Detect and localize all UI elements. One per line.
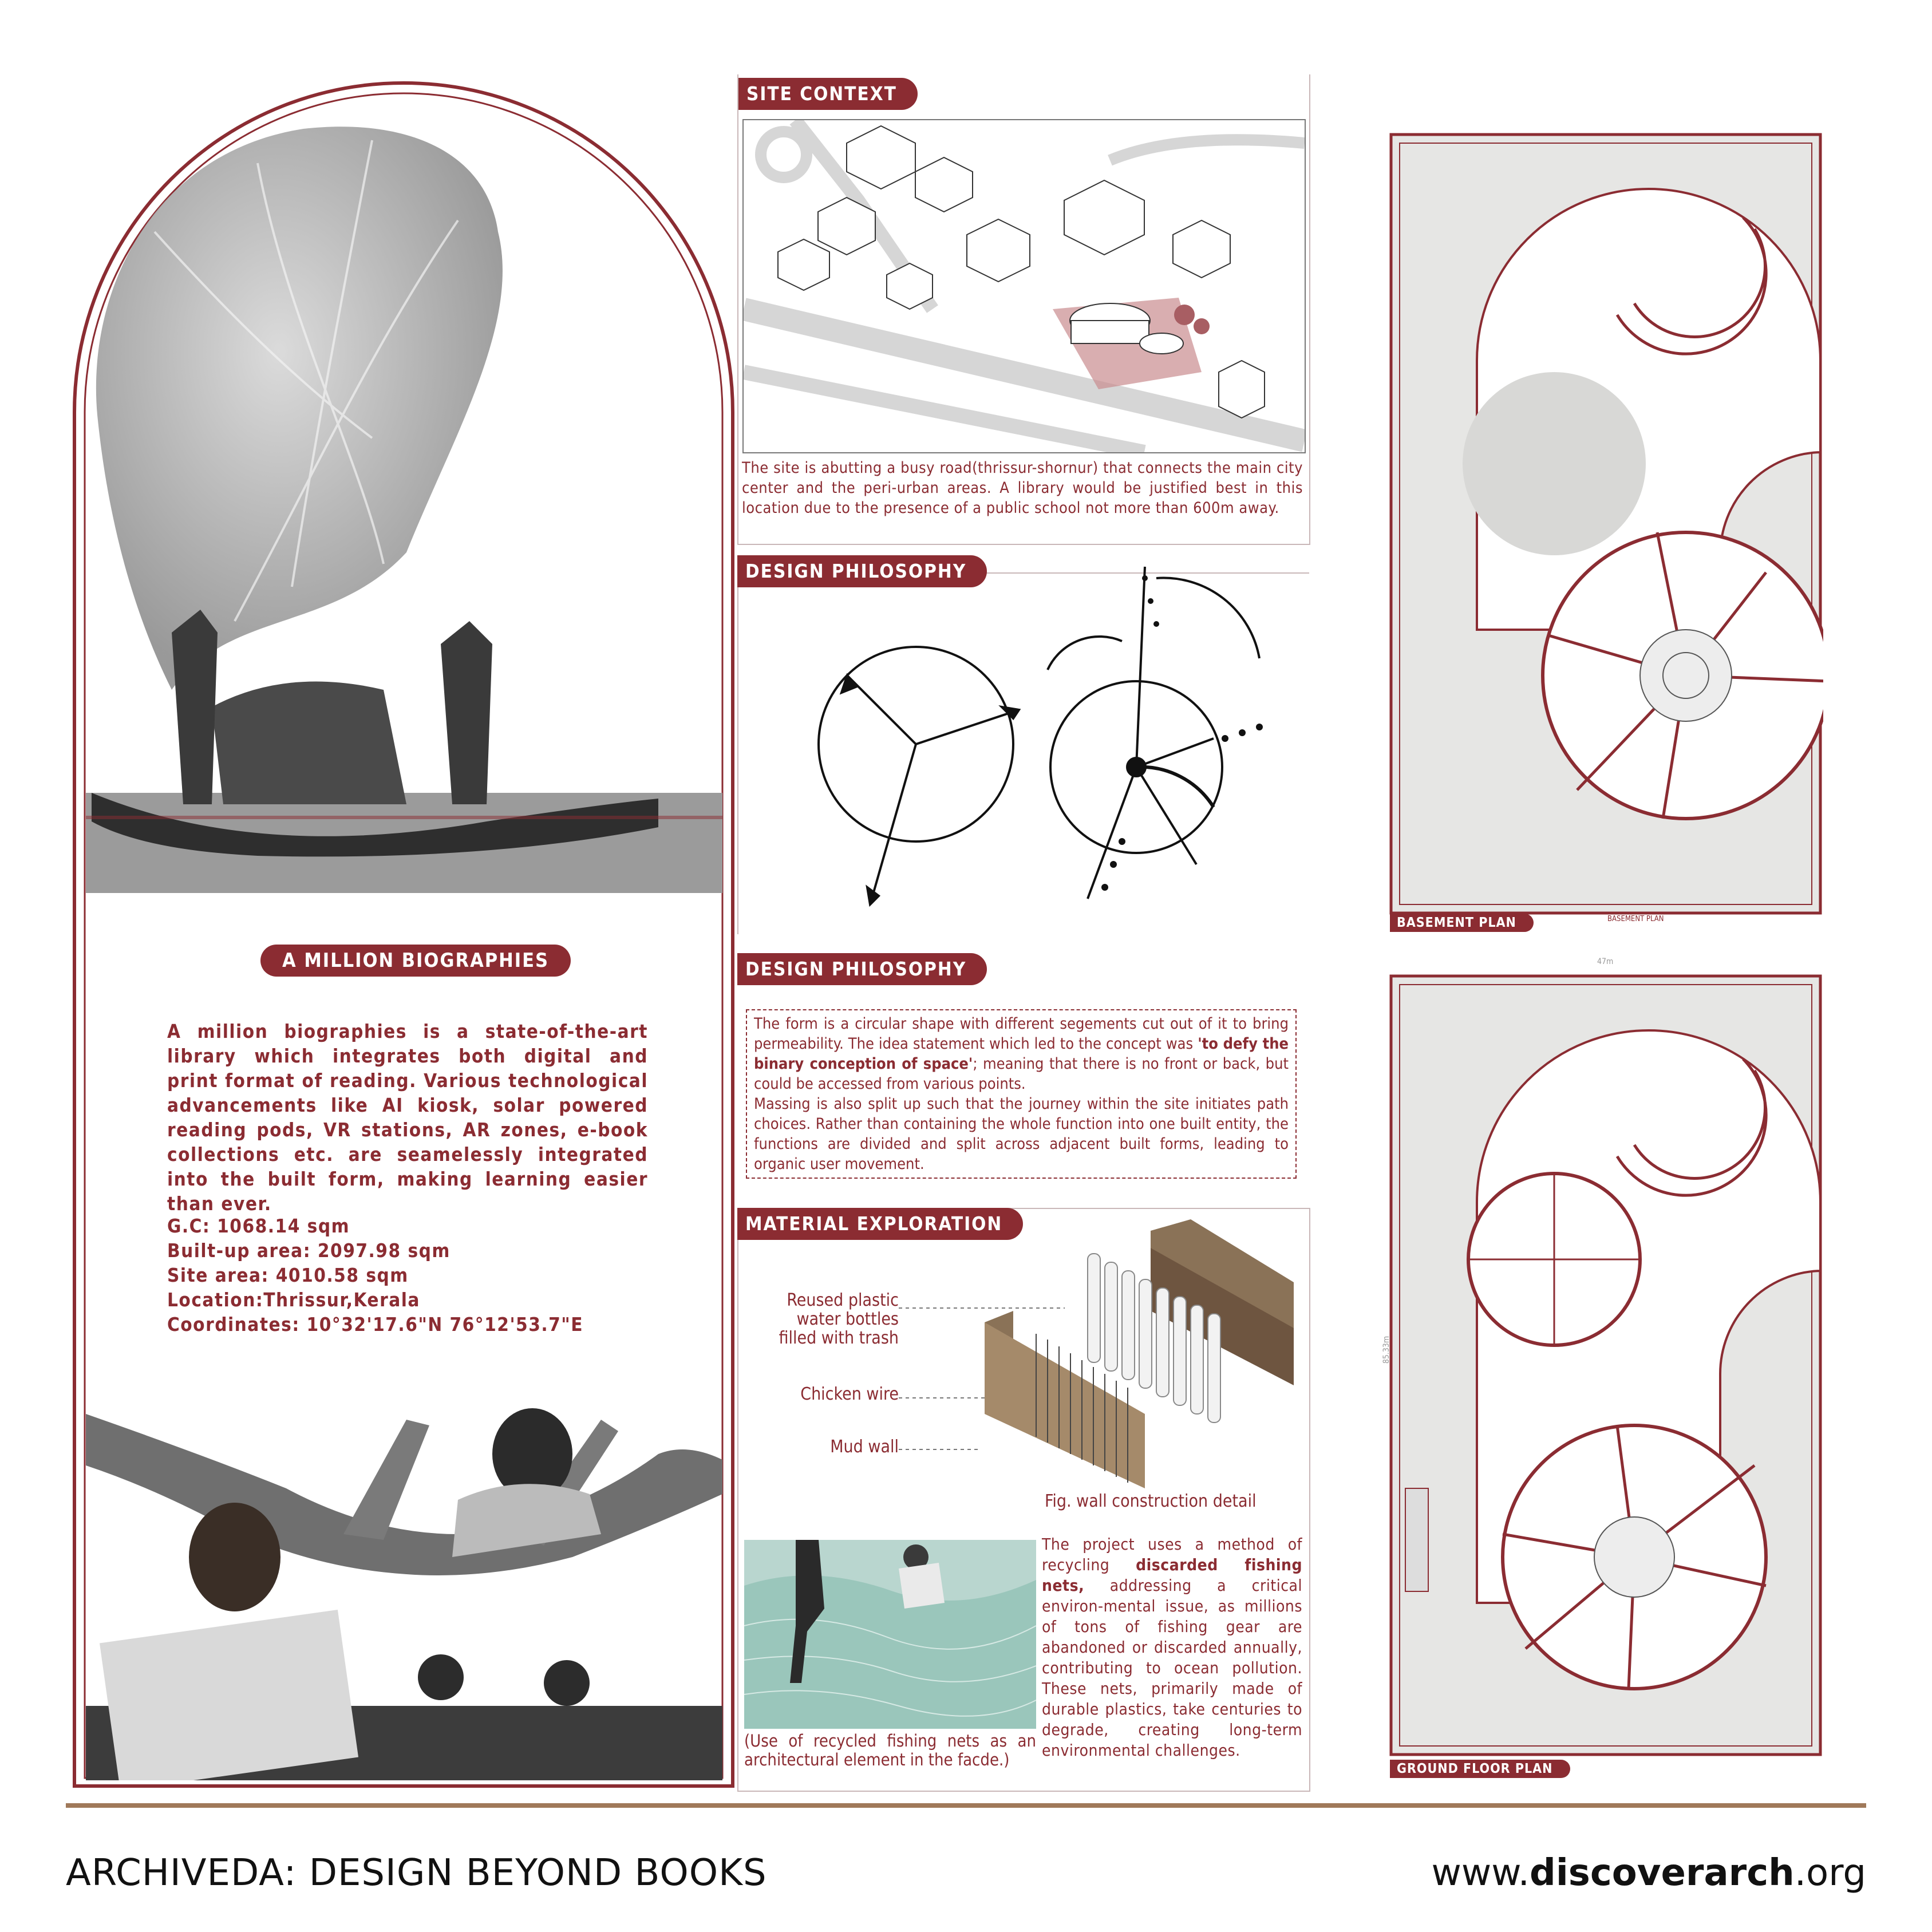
dimension-side: 85.33m <box>1382 1336 1392 1364</box>
project-description <box>167 1019 648 1216</box>
design-concept-sketch <box>801 544 1271 916</box>
philosophy-text-a: The form is a circular shape with different segements cut out of it to bring permeability. The idea statement which led to the concept was <box>754 1015 1289 1053</box>
basement-plan-label: BASEMENT PLAN <box>1390 914 1534 932</box>
fishing-nets-text <box>1042 1534 1302 1761</box>
fishing-nets-caption: (Use of recycled fishing nets as an architectural element in the facde.) <box>744 1731 1036 1769</box>
ground-floor-plan-label: GROUND FLOOR PLAN <box>1390 1760 1570 1778</box>
fishing-nets-photo <box>744 1540 1036 1729</box>
nets-text-b: addressing a critical environ-mental issue, as millions of tons of fishing gear are abandoned or discarded annually, contributing to ocean pollution. These nets, primarily made of durable plastics, take centuries to degrade, creating long-term environmental challenges. <box>1042 1576 1302 1760</box>
ground-floor-plan-drawing <box>1388 973 1823 1757</box>
design-philosophy-heading-1: DESIGN PHILOSOPHY <box>737 555 987 587</box>
label-plastic-bottles: Reused plastic water bottles filled with trash <box>779 1290 899 1348</box>
basement-plan-drawing <box>1388 132 1823 916</box>
footer-rule <box>66 1803 1866 1808</box>
project-stats <box>167 1214 682 1337</box>
site-context-axonometric <box>742 119 1306 453</box>
footer-url-bold: discoverarch <box>1530 1852 1795 1894</box>
basement-plan-sublabel: BASEMENT PLAN <box>1607 915 1664 923</box>
philosophy-text-bold: 'to defy the binary conception of space' <box>754 1035 1289 1073</box>
label-mud-wall: Mud wall <box>830 1437 899 1457</box>
site-context-heading: SITE CONTEXT <box>738 78 918 110</box>
fishermen-net-photo <box>86 117 722 893</box>
stat-coordinates: Coordinates: 10°32'17.6"N 76°12'53.7"E <box>167 1313 584 1336</box>
stat-site-area: Site area: 4010.58 sqm <box>167 1264 409 1286</box>
material-exploration-heading: MATERIAL EXPLORATION <box>737 1208 1023 1240</box>
footer-url-suffix: .org <box>1794 1852 1866 1894</box>
philosophy-text-c: Massing is also split up such that the journey within the site initiates path choices. Rather than containing the whole function into one built entity, the functions are divided and split across adjacent built forms, leading to organic user movement. <box>754 1095 1289 1173</box>
footer-url-prefix: www. <box>1431 1852 1530 1894</box>
wall-figure-caption: Fig. wall construction detail <box>1045 1491 1257 1511</box>
design-philosophy-textbox <box>746 1009 1297 1179</box>
stat-location: Location:Thrissur,Kerala <box>167 1289 420 1311</box>
dimension-top: 47m <box>1597 957 1614 966</box>
design-philosophy-heading-2: DESIGN PHILOSOPHY <box>737 953 987 985</box>
wall-construction-detail <box>899 1214 1299 1488</box>
footer-url <box>1432 1852 1867 1894</box>
stat-built-up-area: Built-up area: 2097.98 sqm <box>167 1239 451 1262</box>
stat-ground-coverage: G.C: 1068.14 sqm <box>167 1215 350 1237</box>
footer-title: ARCHIVEDA: DESIGN BEYOND BOOKS <box>66 1852 767 1894</box>
description-text: A million biographies is a state-of-the-art library which integrates both digital and print format of reading. Various technological advancements like AI kiosk, solar powered reading pods, VR stations, AR zones, e-book collections etc. are seamelessly integrated into the built form, making learning easier than ever. <box>167 1020 648 1215</box>
million-biographies-title: A MILLION BIOGRAPHIES <box>260 945 571 977</box>
nets-text-a: The project uses a method of recycling <box>1042 1535 1302 1574</box>
label-chicken-wire: Chicken wire <box>800 1384 899 1404</box>
philosophy-text-b: ; meaning that there is no front or back, but could be accessed from various points. <box>754 1055 1289 1093</box>
readers-tree-collage <box>86 1385 722 1780</box>
site-context-text: The site is abutting a busy road(thrissur-shornur) that connects the main city center and the peri-urban areas. A library would be justified best in this location due to the presence of a public school not more than 600m away. <box>742 459 1303 517</box>
nets-text-bold: discarded fishing nets, <box>1042 1555 1302 1595</box>
